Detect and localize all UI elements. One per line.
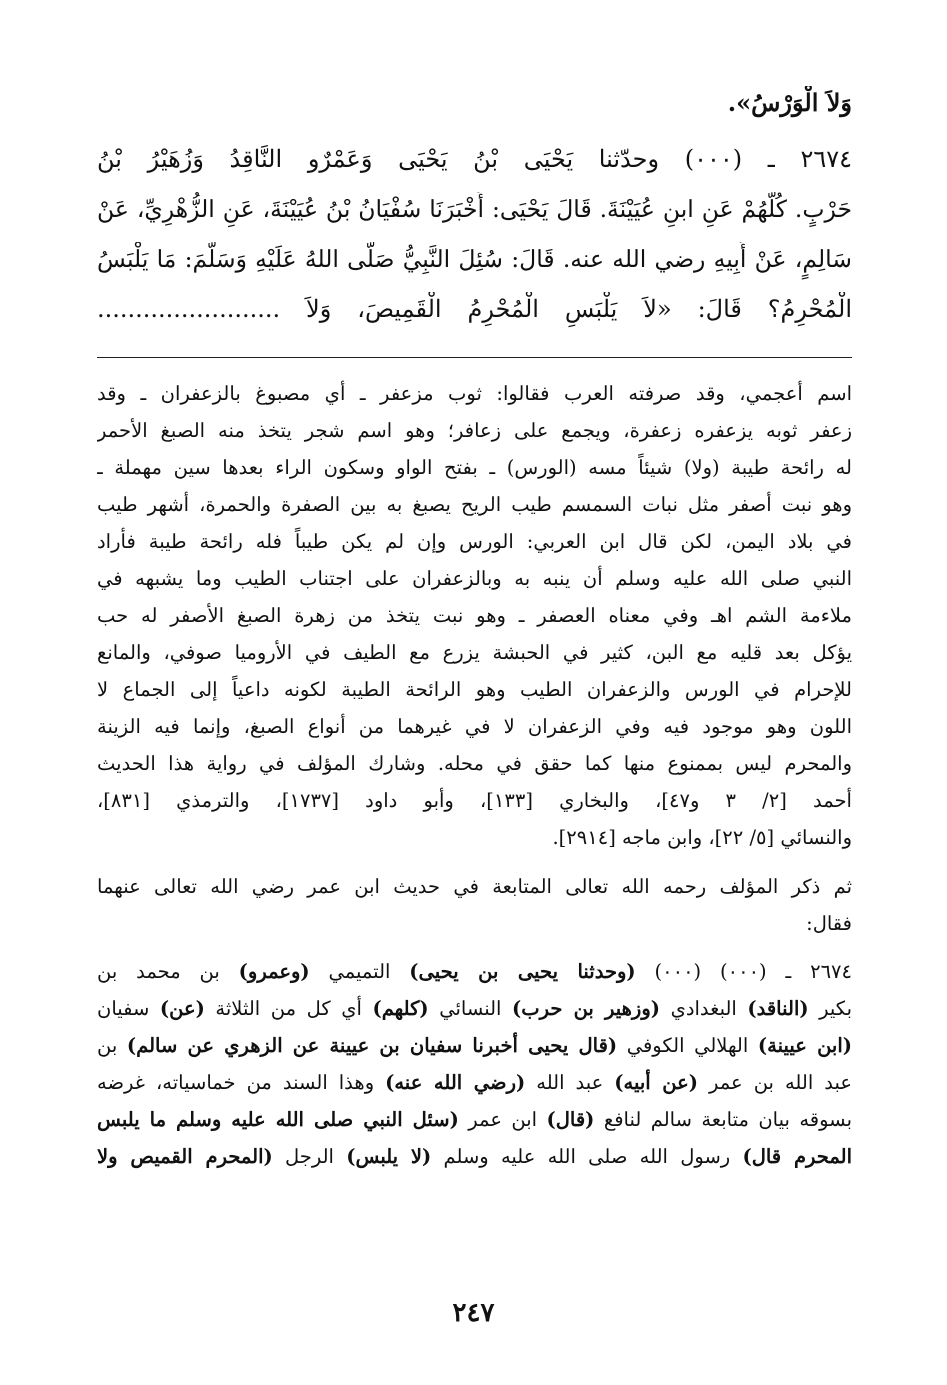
bold-phrase: (الناقد)	[747, 997, 809, 1020]
text-span: بن	[97, 1034, 127, 1057]
text-span: البغدادي	[660, 997, 748, 1020]
bold-phrase: المحرم قال)	[742, 1145, 852, 1168]
commentary-line: النبي صلى الله عليه وسلم أن ينبه به وبالزعفران على اجتناب الطيب وما يشبهه في	[97, 567, 852, 590]
hadith-line: وَلاَ الْوَرْسُ».	[727, 88, 852, 117]
commentary-line	[97, 1142, 852, 1178]
text-span: النسائي	[428, 997, 513, 1020]
commentary-line	[97, 957, 852, 993]
text-span: سفيان	[97, 997, 160, 1020]
bold-phrase: (المحرم القميص ولا	[97, 1145, 273, 1168]
commentary-line: له رائحة طيبة (ولا) شيئاً مسه (الورس) ـ بفتح الواو وسكون الراء بعدها سين مهملة ـ	[97, 456, 852, 479]
commentary-line: اسم أعجمي، وقد صرفته العرب فقالوا: ثوب مزعفر ـ أي مصبوغ بالزعفران ـ وقد	[97, 382, 852, 405]
commentary-line: اللون وهو موجود فيه وفي الزعفران لا في غيرهما من أنواع الصبغ، وإنما فيه الزينة	[97, 715, 852, 738]
commentary-line	[97, 1068, 852, 1104]
text-span: رسول الله صلى الله عليه وسلم	[431, 1145, 743, 1168]
commentary-line	[97, 1105, 852, 1141]
commentary-line: فقال:	[806, 912, 852, 935]
text-span: التميمي	[309, 960, 410, 983]
commentary-line: والنسائي [٥/ ٢٢]، وابن ماجه [٢٩١٤].	[552, 826, 852, 849]
bold-phrase: (لا يلبس)	[346, 1145, 432, 1168]
commentary-line: أحمد [٢/ ٣ و٤٧]، والبخاري [١٣٣]، وأبو داود [١٧٣٧]، والترمذي [٨٣١]،	[97, 789, 852, 812]
text-span: بكير	[808, 997, 852, 1020]
commentary-line	[97, 994, 852, 1030]
commentary-line: يؤكل بعد قليه مع البن، كثير في الحبشة يزرع مع الطيف في الأروميا صوفي، والمانع	[97, 641, 852, 664]
bold-phrase: (قال)	[546, 1108, 595, 1131]
bold-phrase: (عن)	[159, 997, 205, 1020]
text-span: وهذا السند من خماسياته، غرضه	[97, 1071, 386, 1094]
hadith-number: ٢٦٧٤ ـ (٠٠٠) (٠٠٠)	[635, 960, 852, 983]
text-span: الهلالي الكوفي	[617, 1034, 758, 1057]
commentary-line: في بلاد اليمن، لكن قال ابن العربي: الورس وإن لم يكن طيباً فله رائحة طيبة فأراد	[97, 530, 852, 553]
bold-phrase: (وحدثنا يحيى بن يحيى)	[409, 960, 636, 983]
bold-phrase: (عن أبيه)	[614, 1071, 699, 1094]
bold-phrase: (وعمرو)	[238, 960, 310, 983]
commentary-line: والمحرم ليس بممنوع منها كما حقق في محله. وشارك المؤلف في رواية هذا الحديث	[97, 752, 852, 775]
text-span: عبد الله بن عمر	[698, 1071, 852, 1094]
commentary-line: زعفر ثوبه يزعفره زعفرة، ويجمع على زعافر؛ وهو اسم شجر يتخذ منه الصبغ الأحمر	[97, 419, 852, 442]
text-span: بسوقه بيان متابعة سالم لنافع	[594, 1108, 852, 1131]
bold-phrase: (كلهم)	[372, 997, 429, 1020]
hadith-line: سَالِمٍ، عَنْ أَبِيهِ رضي الله عنه. قَالَ: سُئِلَ النَّبِيُّ صَلَّى اللهُ عَلَيْهِ وَسَلَّمَ: مَا يَلْبَسُ	[97, 245, 852, 273]
bold-phrase: (سئل النبي صلى الله عليه وسلم ما يلبس	[97, 1108, 459, 1131]
separator-rule	[97, 357, 852, 358]
commentary-line: وهو نبت أصفر مثل نبات السمسم طيب الريح يصبغ به بين الصفرة والحمرة، أشهر طيب	[97, 493, 852, 516]
bold-phrase: (وزهير بن حرب)	[512, 997, 660, 1020]
commentary-line	[97, 1031, 852, 1067]
text-span: ابن عمر	[458, 1108, 547, 1131]
hadith-line: ٢٦٧٤ ـ (٠٠٠) وحدّثنا يَحْيَى بْنُ يَحْيَى وَعَمْرٌو النَّاقِدُ وَزُهَيْرُ بْنُ	[97, 145, 852, 173]
text-span: عبد الله	[525, 1071, 615, 1094]
text-span: أي كل من الثلاثة	[204, 997, 373, 1020]
hadith-line: الْمُحْرِمُ؟ قَالَ: «لاَ يَلْبَسِ الْمُحْرِمُ الْقَمِيصَ، وَلاَ ........................	[97, 295, 852, 323]
commentary-line: للإحرام في الورس والزعفران الطيب وهو الرائحة الطيبة لكونه داعياً إلى الجماع لا	[97, 678, 852, 701]
bold-phrase: (رضي الله عنه)	[385, 1071, 526, 1094]
hadith-line: حَرْبٍ. كُلُّهُمْ عَنِ ابنِ عُيَيْنَةَ. قَالَ يَحْيَى: أَخْبَرَنَا سُفْيَانُ بْنُ عُيَيْنَةَ، عَنِ الزُّهْرِيِّ، عَنْ	[97, 195, 852, 223]
text-span: الرجل	[272, 1145, 347, 1168]
commentary-line: ملاءمة الشم اهـ وفي معناه العصفر ـ وهو نبت يتخذ من زهرة الصبغ الأصفر له حب	[97, 604, 852, 627]
page-number: ٢٤٧	[452, 1298, 495, 1328]
commentary-line: ثم ذكر المؤلف رحمه الله تعالى المتابعة في حديث ابن عمر رضي الله تعالى عنهما	[97, 875, 852, 898]
bold-phrase: (ابن عيينة)	[757, 1034, 852, 1057]
bold-phrase: (قال يحيى أخبرنا سفيان بن عيينة عن الزهري عن سالم)	[126, 1034, 618, 1057]
text-span: بن محمد بن	[97, 960, 239, 983]
